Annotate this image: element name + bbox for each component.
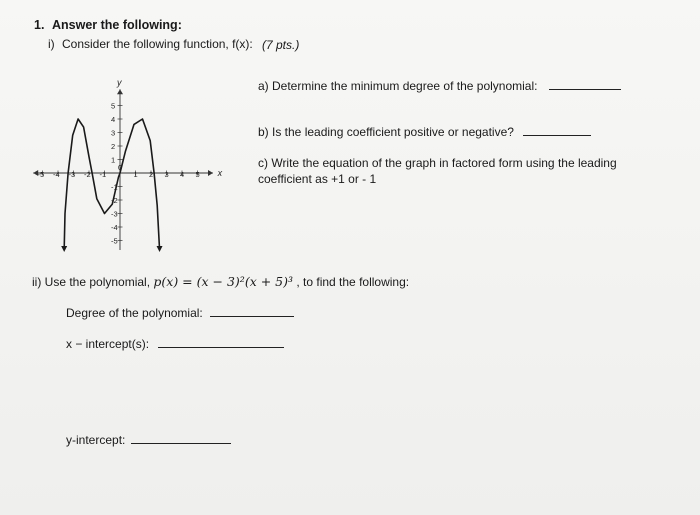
question-title: Answer the following: xyxy=(52,18,182,32)
x-tick-label: 5 xyxy=(195,170,200,179)
y-tick-label: 4 xyxy=(111,115,116,124)
curve-left-arrow xyxy=(61,246,67,252)
y-tick-label: 5 xyxy=(111,101,116,111)
x-intercept-blank[interactable] xyxy=(158,336,284,348)
y-axis-arrow xyxy=(117,89,123,94)
y-tick-label: -4 xyxy=(111,223,118,232)
curve-right-arrow xyxy=(157,246,163,252)
y-tick-label: -1 xyxy=(111,182,118,192)
points: (7 pts.) xyxy=(262,38,300,52)
part-ii-label: ii) xyxy=(32,275,42,289)
question-a-text: a) Determine the minimum degree of the polynomial: xyxy=(258,79,538,93)
x-tick-label: 4 xyxy=(180,170,185,179)
degree-blank[interactable] xyxy=(210,305,294,317)
part-ii-text-before: Use the polynomial, xyxy=(44,275,151,289)
y-intercept-line xyxy=(66,432,231,447)
x-tick-label: -4 xyxy=(53,170,60,179)
x-tick-label: -2 xyxy=(84,170,91,179)
y-tick-label: -3 xyxy=(111,209,118,219)
x-tick-label: -1 xyxy=(99,170,107,179)
y-tick-label: 3 xyxy=(111,128,116,138)
y-tick-label: 1 xyxy=(111,155,116,165)
answer-b-blank[interactable] xyxy=(523,124,591,136)
polynomial-expression: p(x) = (x − 3)²(x + 5)³ xyxy=(153,274,294,289)
y-tick-label: 2 xyxy=(111,142,116,151)
question-b-text: b) Is the leading coefficient positive or negative? xyxy=(258,125,514,139)
x-intercept-label: x − intercept(s): xyxy=(66,337,150,351)
part-i-label: i) xyxy=(48,37,55,51)
question-number: 1. xyxy=(34,18,45,32)
x-intercept-line xyxy=(66,336,284,351)
polynomial-graph xyxy=(26,62,226,257)
degree-line xyxy=(66,305,294,320)
y-tick-label: -5 xyxy=(111,236,118,246)
x-tick-label: 2 xyxy=(149,170,154,179)
question-c-line1: c) Write the equation of the graph in factored form using the leading xyxy=(258,156,617,170)
part-i-text: Consider the following function, f(x): xyxy=(62,37,253,51)
x-tick-label: 3 xyxy=(164,170,169,179)
y-axis-label: y xyxy=(117,77,122,88)
question-c-line2: coefficient as +1 or - 1 xyxy=(258,172,377,186)
x-tick-label: -5 xyxy=(37,170,45,179)
x-tick-label: -3 xyxy=(68,170,76,179)
x-axis-label: x xyxy=(217,168,223,178)
part-ii-text-after: , to find the following: xyxy=(296,275,410,289)
y-intercept-label: y-intercept: xyxy=(66,433,126,447)
x-tick-label: 1 xyxy=(133,170,138,179)
answer-a-blank[interactable] xyxy=(549,78,621,90)
question-a xyxy=(258,78,621,93)
part-ii-line xyxy=(32,274,409,289)
y-tick-label: -2 xyxy=(111,196,118,205)
question-b xyxy=(258,124,591,139)
x-axis-arrow xyxy=(208,170,213,176)
y-intercept-blank[interactable] xyxy=(131,432,231,444)
x-tick-label: 0 xyxy=(118,163,123,172)
degree-label: Degree of the polynomial: xyxy=(66,306,203,320)
